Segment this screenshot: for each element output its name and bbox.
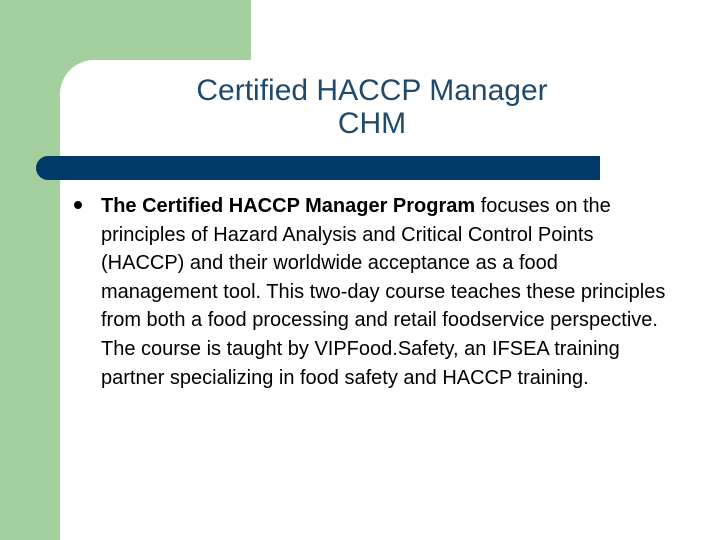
title-line-1: Certified HACCP Manager xyxy=(196,74,548,107)
bullet-bold-lead: The Certified HACCP Manager Program xyxy=(101,195,476,217)
bullet-text xyxy=(101,192,673,392)
slide-title xyxy=(0,74,720,140)
title-divider-bar xyxy=(36,156,600,180)
bullet-icon xyxy=(74,201,82,209)
bullet-body: focuses on the principles of Hazard Analysis and Critical Control Points (HACCP) and their worldwide acceptance as a food management tool. This two-day course teaches these principles from both a food processing and retail foodservice perspective. The course is taught by VIPFood.Safety, an IFSEA training partner specializing in food safety and HACCP training. xyxy=(101,195,666,389)
title-line-2: CHM xyxy=(337,107,407,140)
